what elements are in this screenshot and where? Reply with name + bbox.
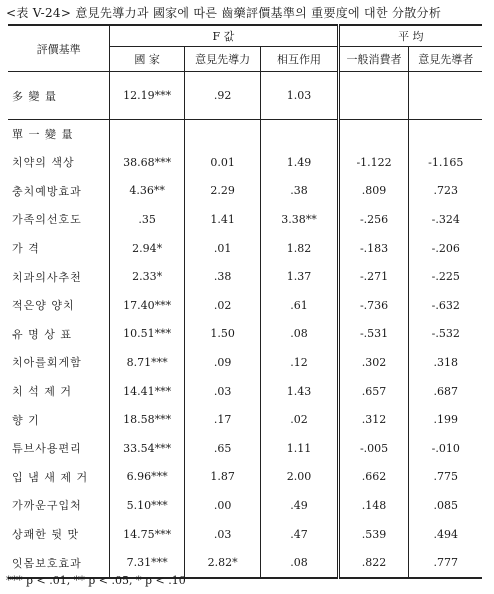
opinion-leader-cell: 1.41 — [185, 205, 261, 234]
country-cell: 2.33* — [110, 262, 185, 291]
opinion-leader-mean-cell: .199 — [409, 405, 482, 434]
opinion-leader-cell: .65 — [185, 434, 261, 463]
table-row — [8, 348, 482, 377]
table-title: <表 V-24> 意見先導力과 國家에 따른 齒藥評價基準의 重要度에 대한 分散分析 — [6, 6, 442, 20]
criteria-cell: 치아를회게함 — [12, 356, 82, 370]
general-consumer-cell: -.256 — [338, 205, 409, 234]
opinion-leader-cell: 2.29 — [185, 177, 261, 206]
table-row — [8, 434, 482, 463]
mean-header: 平 均 — [338, 25, 482, 47]
general-consumer-cell: -.271 — [338, 262, 409, 291]
opinion-leader-mean-cell: -.324 — [409, 205, 482, 234]
criteria-cell: 치과의사추천 — [12, 270, 82, 284]
opinion-leader-mean-header: 意見先導者 — [409, 47, 482, 72]
opinion-leader-mean-cell: .687 — [409, 377, 482, 406]
criteria-cell: 적은양 양치 — [12, 299, 75, 313]
multivariate-interaction: 1.03 — [261, 72, 338, 120]
table-row — [8, 320, 482, 349]
criteria-cell: 가 격 — [12, 242, 40, 256]
table-row — [8, 234, 482, 263]
opinion-leader-mean-cell: .723 — [409, 177, 482, 206]
criteria-cell: 치 석 제 거 — [12, 385, 72, 399]
table-row — [8, 463, 482, 492]
opinion-leader-cell: .00 — [185, 491, 261, 520]
general-consumer-cell: .662 — [338, 463, 409, 492]
criteria-cell: 가족의선호도 — [12, 213, 82, 227]
interaction-cell: .47 — [261, 520, 338, 549]
country-cell: 4.36** — [110, 177, 185, 206]
opinion-leader-mean-cell: -1.165 — [409, 148, 482, 177]
general-consumer-cell: .539 — [338, 520, 409, 549]
multivariate-row — [8, 72, 482, 120]
interaction-cell: 3.38** — [261, 205, 338, 234]
country-cell: 6.96*** — [110, 463, 185, 492]
criteria-cell: 잇몸보호효과 — [8, 548, 110, 578]
interaction-cell: 1.37 — [261, 262, 338, 291]
table-row — [8, 262, 482, 291]
multivariate-opinion-leader-mean — [409, 72, 482, 120]
table-row — [8, 377, 482, 406]
country-cell: 33.54*** — [110, 434, 185, 463]
opinion-leader-cell: 2.82* — [185, 548, 261, 578]
opinion-leader-mean-cell: .085 — [409, 491, 482, 520]
criteria-cell: 충치예방효과 — [12, 184, 82, 198]
footnote: *** p < .01, ** p < .05, * p < .10 — [6, 574, 186, 587]
univariate-label: 單 一 變 量 — [12, 128, 74, 141]
general-consumer-cell: -.183 — [338, 234, 409, 263]
interaction-cell: .08 — [261, 320, 338, 349]
general-consumer-cell: .302 — [338, 348, 409, 377]
criteria-cell: 유 명 상 표 — [12, 327, 72, 341]
general-consumer-header: 一般消費者 — [338, 47, 409, 72]
header-row-1 — [8, 25, 482, 47]
general-consumer-cell: .822 — [338, 548, 409, 578]
table-row — [8, 291, 482, 320]
general-consumer-cell: .148 — [338, 491, 409, 520]
opinion-leader-header: 意見先導力 — [185, 47, 261, 72]
criteria-cell: 튜브사용편리 — [12, 442, 82, 456]
country-cell: 5.10*** — [110, 491, 185, 520]
interaction-cell: .12 — [261, 348, 338, 377]
opinion-leader-cell: .01 — [185, 234, 261, 263]
table-row — [8, 405, 482, 434]
interaction-cell: 1.43 — [261, 377, 338, 406]
opinion-leader-cell: .38 — [185, 262, 261, 291]
opinion-leader-mean-cell: -.632 — [409, 291, 482, 320]
interaction-cell: 1.82 — [261, 234, 338, 263]
general-consumer-cell: -1.122 — [338, 148, 409, 177]
criteria-cell: 입 냄 새 제 거 — [12, 470, 89, 484]
country-cell: .35 — [110, 205, 185, 234]
country-cell: 14.41*** — [110, 377, 185, 406]
criteria-cell: 상쾌한 뒷 맛 — [12, 528, 80, 542]
opinion-leader-cell: 1.87 — [185, 463, 261, 492]
country-cell: 10.51*** — [110, 320, 185, 349]
country-header: 國 家 — [110, 47, 185, 72]
general-consumer-cell: -.005 — [338, 434, 409, 463]
opinion-leader-cell: .09 — [185, 348, 261, 377]
general-consumer-cell: -.736 — [338, 291, 409, 320]
opinion-leader-mean-cell: .775 — [409, 463, 482, 492]
table-row — [8, 520, 482, 549]
country-cell: 38.68*** — [110, 148, 185, 177]
interaction-cell: .49 — [261, 491, 338, 520]
opinion-leader-cell: 1.50 — [185, 320, 261, 349]
opinion-leader-mean-cell: -.532 — [409, 320, 482, 349]
country-cell: 14.75*** — [110, 520, 185, 549]
country-cell: 7.31*** — [110, 548, 185, 578]
multivariate-country: 12.19*** — [110, 72, 185, 120]
opinion-leader-cell: .03 — [185, 520, 261, 549]
opinion-leader-cell: .03 — [185, 377, 261, 406]
country-cell: 17.40*** — [110, 291, 185, 320]
interaction-header: 相互作用 — [261, 47, 338, 72]
criteria-cell: 향 기 — [12, 413, 40, 427]
criteria-cell: 가까운구입처 — [12, 499, 82, 513]
general-consumer-cell: .809 — [338, 177, 409, 206]
criteria-cell: 치약의 색상 — [12, 156, 75, 170]
f-value-header: F 값 — [110, 25, 338, 47]
opinion-leader-mean-cell: -.225 — [409, 262, 482, 291]
country-cell: 18.58*** — [110, 405, 185, 434]
anova-table — [8, 24, 482, 579]
criteria-header: 評價基準 — [8, 25, 110, 72]
interaction-cell: .61 — [261, 291, 338, 320]
general-consumer-cell: .657 — [338, 377, 409, 406]
multivariate-label: 多 變 量 — [8, 72, 110, 120]
opinion-leader-cell: .17 — [185, 405, 261, 434]
multivariate-opinion-leader: .92 — [185, 72, 261, 120]
table-row — [8, 491, 482, 520]
general-consumer-cell: -.531 — [338, 320, 409, 349]
opinion-leader-mean-cell: -.010 — [409, 434, 482, 463]
country-cell: 8.71*** — [110, 348, 185, 377]
multivariate-general-consumer — [338, 72, 409, 120]
opinion-leader-mean-cell: .318 — [409, 348, 482, 377]
opinion-leader-cell: 0.01 — [185, 148, 261, 177]
interaction-cell: 1.11 — [261, 434, 338, 463]
opinion-leader-mean-cell: -.206 — [409, 234, 482, 263]
interaction-cell: .02 — [261, 405, 338, 434]
opinion-leader-cell: .02 — [185, 291, 261, 320]
general-consumer-cell: .312 — [338, 405, 409, 434]
interaction-cell: .38 — [261, 177, 338, 206]
univariate-section-row — [8, 120, 482, 149]
interaction-cell: 2.00 — [261, 463, 338, 492]
opinion-leader-mean-cell: .494 — [409, 520, 482, 549]
interaction-cell: .08 — [261, 548, 338, 578]
table-row — [8, 205, 482, 234]
interaction-cell: 1.49 — [261, 148, 338, 177]
opinion-leader-mean-cell: .777 — [409, 548, 482, 578]
country-cell: 2.94* — [110, 234, 185, 263]
table-row — [8, 177, 482, 206]
table-row — [8, 148, 482, 177]
